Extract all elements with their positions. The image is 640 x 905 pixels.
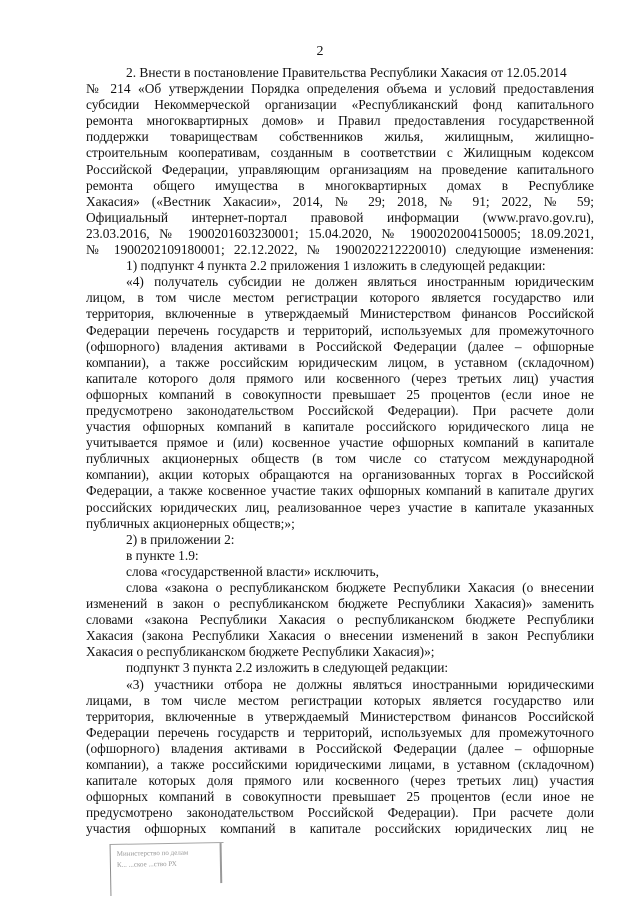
text-line: субсидии Некоммерческой организации «Республиканский фонд капитального [86, 97, 594, 113]
text-line: Хакасия о республиканском бюджете Республики Хакасия)»; [86, 644, 435, 660]
text-line: № 1900202109180001; 22.12.2022, № 1900202212220010) следующие изменения: [86, 242, 594, 258]
text-line: территория, включенные в утверждаемый Министерством финансов Российской [86, 708, 594, 724]
text-line: Хакасия» («Вестник Хакасии», 2014, № 29; 2018, № 91; 2022, № 59; [86, 193, 594, 209]
text-line: капитале которых доля прямого или косвенного (через третьих лиц) участия [86, 773, 594, 789]
text-line: учитывается прямое и (или) косвенное участие офшорных компаний в капитале [86, 435, 594, 451]
text-line: компании), а также российским юридическим лицом, в уставном (складочном) [86, 354, 594, 370]
text-line: участия офшорных компаний в капитале российского юридического лица не [86, 419, 594, 435]
text-line: лицом, в том числе местом регистрации которого является государство или [86, 290, 594, 306]
text-line: 2) в приложении 2: [126, 531, 235, 547]
document-body [86, 65, 594, 838]
text-line: словами «закона Республики Хакасия о республиканском бюджете Республики [86, 612, 594, 628]
text-line: слова «закона о республиканском бюджете Республики Хакасия (о внесении [126, 580, 594, 595]
text-line: № 214 «Об утверждении Порядка определения объема и условий предоставления [86, 81, 594, 97]
text-line: Федерации перечень государств и территорий, используемых для промежуточного [86, 322, 594, 338]
text-line: участия офшорных компаний в капитале российских юридических лиц не [86, 821, 594, 837]
stamp-line: Министерство по делам [116, 848, 189, 858]
text-line: офшорных компаний в совокупности превышает 25 процентов (если иное не [86, 386, 594, 402]
text-line: поддержки товариществам собственников жилья, жилищным, жилищно- [86, 129, 594, 145]
text-line: 23.03.2016, № 1900201603230001; 15.04.2020, № 1900202004150005; 18.09.2021, [86, 225, 594, 241]
text-line: лицами, в том числе местом регистрации которых является государство или [86, 692, 594, 708]
text-line: капитале которого доля прямого или косвенного (через третьих лиц) участия [86, 370, 594, 386]
text-line: территория, включенные в утверждаемый Министерством финансов Российской [86, 306, 594, 322]
text-line: слова «государственной власти» исключить, [126, 563, 380, 579]
text-line: (офшорного) владения активами в Российской Федерации (далее – офшорные [86, 338, 594, 354]
text-line: 1) подпункт 4 пункта 2.2 приложения 1 изложить в следующей редакции: [126, 258, 546, 274]
stamp-line: К... ...ское ...ство РХ [116, 859, 177, 869]
text-line: публичных акционерных обществ;»; [86, 515, 295, 531]
text-line: в пункте 1.9: [126, 547, 199, 563]
text-line: компании), а также российскими юридическими лицами, в уставном (складочном) [86, 757, 594, 773]
text-line: строительным кооперативам, созданным в соответствии с Жилищным кодексом [86, 145, 594, 161]
text-line: публичных акционерных обществ (в том числе со статусом международной [86, 451, 594, 467]
text-line: 2. Внести в постановление Правительства Республики Хакасия от 12.05.2014 [126, 65, 567, 80]
text-line: предусмотрено законодательством Российской Федерации). При расчете доли [86, 805, 594, 821]
text-line: (офшорного) владения активами в Российской Федерации (далее – офшорные [86, 740, 594, 756]
text-line: российских юридических лиц, реализованное через участие в капитале указанных [86, 499, 594, 515]
registration-stamp [110, 842, 225, 896]
text-line: подпункт 3 пункта 2.2 изложить в следующей редакции: [126, 660, 449, 676]
text-line: Хакасия (закона Республики Хакасия о внесении изменений в закон Республики [86, 628, 594, 644]
text-line: офшорных компаний в совокупности превышает 25 процентов (если иное не [86, 789, 594, 805]
text-line: Российской Федерации, управляющим организациям на проведение капитального [86, 161, 594, 177]
text-line: компании), акции которых обращаются на организованных торгах в Российской [86, 467, 594, 483]
text-line: Федерации, а также косвенное участие таких офшорных компаний в капитале других [86, 483, 594, 499]
page-number: 2 [316, 44, 324, 59]
text-line: Официальный интернет-портал правовой информации (www.pravo.gov.ru), [86, 209, 594, 225]
text-line: «4) получатель субсидии не должен являться иностранным юридическим [126, 274, 594, 290]
text-line: ремонта многоквартирных домов» и Правил предоставления государственной [86, 113, 594, 129]
text-line: изменений в закон о республиканском бюджете Республики Хакасия)» заменить [86, 596, 594, 612]
text-line: «3) участники отбора не должны являться иностранными юридическими [126, 676, 594, 692]
text-line: Федерации перечень государств и территорий, используемых для промежуточного [86, 724, 594, 740]
text-line: предусмотрено законодательством Российской Федерации). При расчете доли [86, 402, 594, 418]
text-line: ремонта общего имущества в многоквартирных домах в Республике [86, 177, 594, 193]
